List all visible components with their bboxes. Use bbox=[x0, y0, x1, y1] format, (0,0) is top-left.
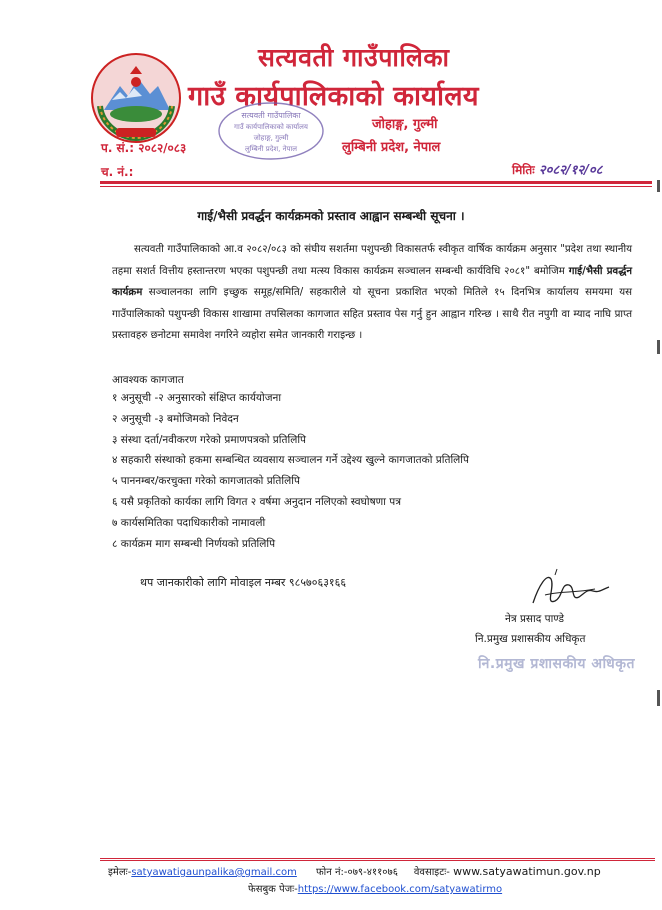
paragraph-part-1: सत्यवती गाउँपालिकाको आ.व २०८२/०८३ को संघीय सशर्तमा पशुपन्छी विकासतर्फ स्वीकृत वार्षिक कार्यक्रम अनुसार "प्रदेश तथा स्थानीय तहमा सशर्त वित्तीय हस्तान्तरण भएका पशुपन्छी तथा मत्स्य विकास कार्यक्रम सञ्चालन सम्बन्धी कार्यविधि २०८१" बमोजिम bbox=[112, 244, 632, 277]
footer-divider bbox=[100, 858, 655, 859]
requirements-heading: आवश्यक कागजात bbox=[112, 374, 184, 386]
date-value: २०८२/१२/०८ bbox=[538, 163, 603, 178]
date-label: मितिः bbox=[512, 163, 535, 177]
notice-body-paragraph bbox=[112, 239, 632, 347]
scan-edge-mark bbox=[657, 180, 660, 192]
paragraph-bold-program: गाई/भैसी प्रवर्द्धन कार्यक्रम bbox=[112, 265, 632, 298]
signatory-title: नि.प्रमुख प्रशासकीय अधिकृत bbox=[475, 633, 586, 645]
requirement-item: ३ संस्था दर्ता/नवीकरण गरेको प्रमाणपत्रको प्रतिलिपि bbox=[112, 433, 306, 446]
seal-line-4: लुम्बिनी प्रदेश, नेपाल bbox=[244, 145, 298, 153]
paragraph-part-2: सञ्चालनका लागि इच्छुक समूह/समिति/ सहकारीले यो सूचना प्रकाशित भएको मितिले १५ दिनभित्र कार्यालय समयमा यस गाउँपालिकाको पशुपन्छी विकास शाखामा तपसिलका कागजात सहित प्रस्ताव पेस गर्नु हुन आह्वान गरिन्छ । साथै रीत नपुगी वा म्याद नाघि प्राप्त प्रस्तावहरु छनोटमा समावेश नगरिने व्यहोरा समेत जानकारी गराइन्छ । bbox=[112, 287, 632, 341]
nepal-emblem-logo bbox=[90, 52, 182, 144]
footer-facebook-row bbox=[248, 881, 502, 895]
website-label: वेवसाइटः- bbox=[413, 867, 450, 878]
office-seal-stamp bbox=[215, 100, 327, 162]
scan-edge-mark bbox=[657, 340, 660, 354]
header-divider bbox=[100, 181, 652, 184]
requirement-item: १ अनुसूची -२ अनुसारको संक्षिप्त कार्ययोजना bbox=[112, 392, 282, 404]
requirement-item: ५ पाननम्बर/करचुक्ता गरेको कागजातको प्रतिलिपि bbox=[112, 475, 300, 488]
dispatch-number bbox=[101, 163, 133, 180]
header-divider-thin bbox=[100, 186, 652, 187]
email-link[interactable]: satyawatigaunpalika@gmail.com bbox=[131, 867, 297, 878]
footer-contact-row bbox=[108, 864, 601, 878]
email-label: इमेलः- bbox=[108, 867, 132, 878]
requirement-item: ८ कार्यक्रम माग सम्बन्धी निर्णयको प्रतिलिपि bbox=[112, 537, 276, 550]
requirement-item: ७ कार्यसमितिका पदाधिकारीको नामावली bbox=[112, 516, 266, 529]
date-field bbox=[512, 160, 642, 178]
facebook-label: फेसबुक पेजः- bbox=[248, 884, 298, 895]
office-name: गाउँ कार्यपालिकाको कार्यालय bbox=[188, 81, 479, 112]
signatory-name: नेत्र प्रसाद पाण्डे bbox=[505, 613, 564, 625]
address-line-2: लुम्बिनी प्रदेश, नेपाल bbox=[342, 140, 441, 155]
handwritten-signature bbox=[525, 565, 615, 615]
seal-line-2: गाउँ कार्यपालिकाको कार्यालय bbox=[234, 123, 308, 131]
reference-value: २०८२/०८३ bbox=[138, 141, 187, 155]
phone-value: ०७९-४११०७६ bbox=[347, 867, 398, 878]
reference-number bbox=[101, 139, 186, 156]
reference-label: प. सं.: bbox=[101, 141, 135, 155]
requirement-item: २ अनुसूची -३ बमोजिमको निवेदन bbox=[112, 412, 239, 425]
phone-label: फोन नं:- bbox=[315, 867, 348, 878]
scan-edge-mark bbox=[657, 690, 660, 706]
contact-line: थप जानकारीको लागि मोवाइल नम्बर ९८५७०६३१६६ bbox=[140, 576, 347, 589]
requirements-list bbox=[112, 391, 469, 557]
address-line-1: जोहाङ्ग, गुल्मी bbox=[372, 117, 438, 132]
requirement-item: ४ सहकारी संस्थाको हकमा सम्बन्धित व्यवसाय सञ्चालन गर्ने उद्देश्य खुल्ने कागजातको प्रतिलिपि bbox=[112, 454, 469, 467]
municipality-name: सत्यवती गाउँपालिका bbox=[258, 43, 450, 72]
designation-stamp: नि.प्रमुख प्रशासकीय अधिकृत bbox=[478, 656, 635, 672]
notice-subject: गाई/भैसी प्रवर्द्धन कार्यक्रमको प्रस्ताव आह्वान सम्बन्धी सूचना । bbox=[197, 209, 465, 223]
website-link[interactable]: www.satyawatimun.gov.np bbox=[453, 865, 601, 878]
seal-line-1: सत्यवती गाउँपालिका bbox=[241, 111, 301, 120]
requirement-item: ६ यसै प्रकृतिको कार्यका लागि विगत २ वर्षमा अनुदान नलिएको स्वघोषणा पत्र bbox=[112, 495, 402, 508]
facebook-link[interactable]: https://www.facebook.com/satyawatirmo bbox=[297, 884, 503, 895]
seal-line-3: जोहाङ्ग, गुल्मी bbox=[253, 134, 289, 142]
footer-divider-thin bbox=[100, 860, 655, 861]
dispatch-label: च. नं.: bbox=[101, 165, 134, 179]
